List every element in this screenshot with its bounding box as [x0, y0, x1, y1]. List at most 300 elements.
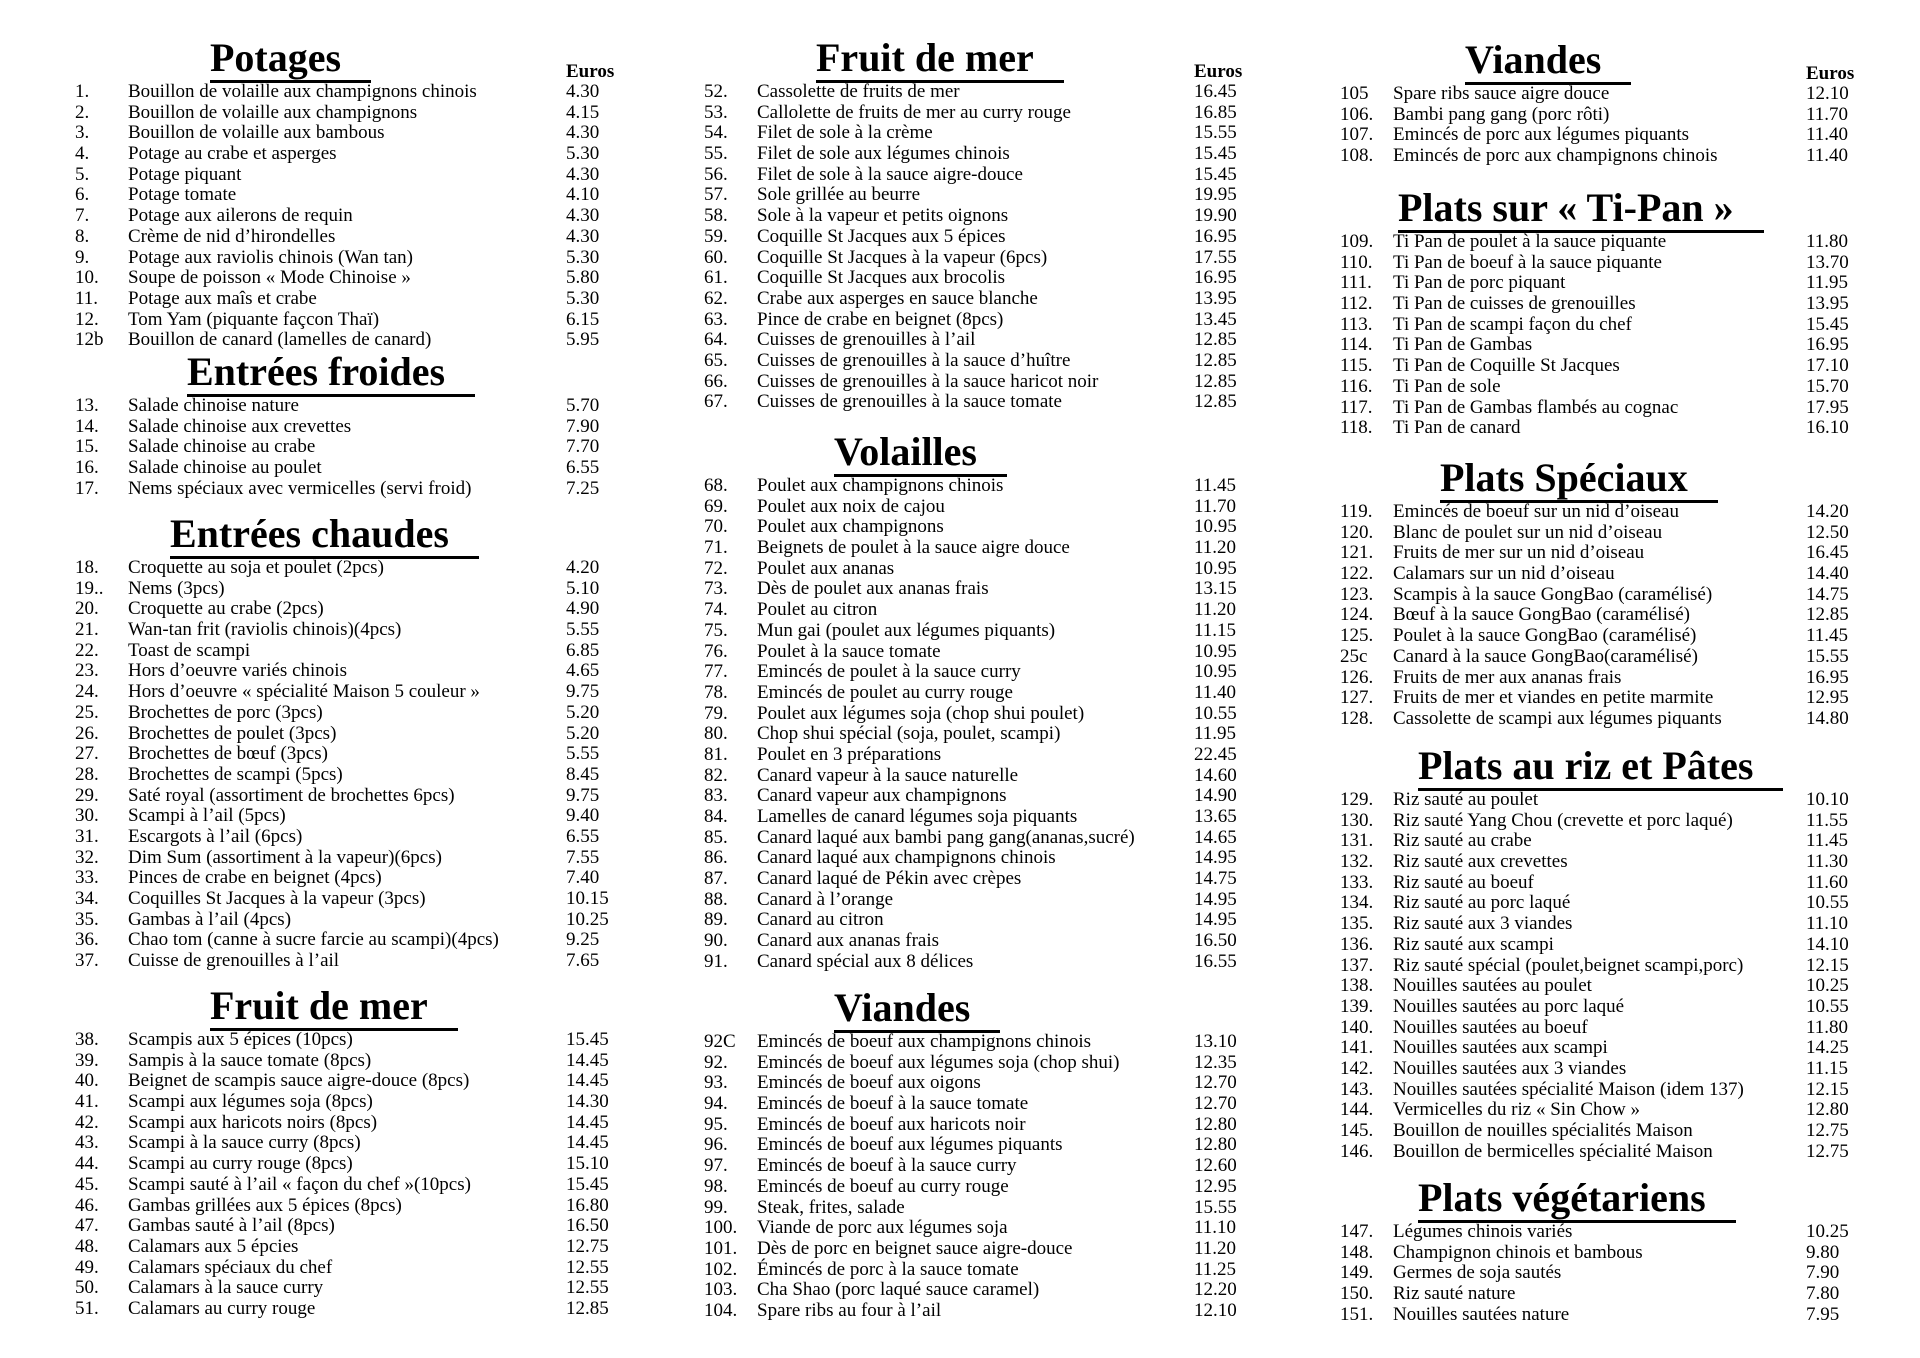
menu-item-price: 15.45 [1194, 143, 1237, 165]
menu-item-price: 11.55 [1806, 809, 1849, 831]
menu-item-number: 107. [1340, 124, 1374, 146]
menu-item-name: Canard laqué de Pékin avec crèpes [757, 868, 1022, 890]
menu-item-price: 17.95 [1806, 396, 1849, 418]
menu-item-name: Ti Pan de porc piquant [1393, 272, 1566, 294]
menu-item-price: 11.95 [1806, 272, 1849, 294]
menu-item-name: Poulet aux champignons chinois [757, 475, 1004, 496]
menu-item-name: Emincés de boeuf au curry rouge [757, 1175, 1009, 1197]
menu-item [704, 952, 1264, 973]
menu-item-number: 27. [75, 743, 99, 765]
menu-item [1340, 502, 1900, 523]
menu-item [75, 1071, 635, 1092]
menu-item-name: Toast de scampi [128, 639, 251, 661]
menu-item-name: Fruits de mer aux ananas frais [1393, 666, 1622, 688]
menu-item-name: Riz sauté au poulet [1393, 789, 1539, 810]
menu-item-name: Callolette de fruits de mer au curry rouge [757, 101, 1071, 123]
menu-item [1340, 1038, 1900, 1059]
menu-item-price: 9.40 [566, 805, 600, 827]
menu-item-number: 98. [704, 1175, 728, 1197]
menu-item-price: 11.20 [1194, 1237, 1237, 1259]
menu-item-name: Fruits de mer et viandes en petite marmite [1393, 687, 1714, 709]
menu-item-number: 58. [704, 205, 728, 227]
menu-item [1340, 377, 1900, 398]
menu-item [1340, 585, 1900, 606]
menu-item [1340, 398, 1900, 419]
menu-item-number: 108. [1340, 145, 1374, 167]
menu-item-price: 14.95 [1194, 909, 1237, 931]
menu-item-name: Sole grillée au beurre [757, 184, 921, 206]
menu-item-number: 119. [1340, 501, 1373, 522]
menu-item-name: Canard au citron [757, 909, 884, 931]
menu-item-name: Nouilles sautées au boeuf [1393, 1016, 1588, 1038]
menu-item-name: Calamars spéciaux du chef [128, 1256, 333, 1278]
menu-item-price: 10.25 [566, 908, 609, 930]
menu-item-name: Nouilles sautées aux scampi [1393, 1037, 1608, 1059]
menu-item-list [75, 1030, 635, 1320]
menu-item-name: Bouillon de canard (lamelles de canard) [128, 329, 432, 351]
menu-item [704, 372, 1264, 393]
menu-item-number: 5. [75, 163, 90, 185]
menu-item-name: Nouilles sautées au porc laqué [1393, 995, 1625, 1017]
menu-item-price: 14.75 [1806, 583, 1849, 605]
menu-item-price: 11.25 [1194, 1258, 1237, 1280]
menu-item-price: 11.45 [1806, 625, 1849, 647]
menu-item-price: 4.20 [566, 557, 600, 578]
menu-item [704, 910, 1264, 931]
menu-item-name: Escargots à l’ail (6pcs) [128, 825, 303, 847]
menu-item-price: 12.80 [1194, 1113, 1237, 1135]
menu-item [1340, 997, 1900, 1018]
menu-item [75, 103, 635, 124]
menu-item [704, 517, 1264, 538]
menu-item-name: Coquille St Jacques aux brocolis [757, 267, 1006, 289]
menu-item [704, 745, 1264, 766]
menu-item-name: Fruits de mer sur un nid d’oiseau [1393, 542, 1645, 564]
menu-item-number: 74. [704, 599, 728, 621]
menu-item-name: Nouilles sautées au poulet [1393, 975, 1592, 997]
menu-item [1340, 1018, 1900, 1039]
menu-item-name: Lamelles de canard légumes soja piquants [757, 806, 1078, 827]
menu-item-price: 13.65 [1194, 806, 1237, 827]
menu-item [75, 661, 635, 682]
menu-item-number: 11. [75, 287, 99, 309]
menu-item [1340, 253, 1900, 274]
menu-item [704, 227, 1264, 248]
menu-item [75, 682, 635, 703]
menu-item [75, 806, 635, 827]
menu-item [704, 1198, 1264, 1219]
menu-item [704, 392, 1264, 413]
menu-item-name: Dim Sum (assortiment à la vapeur)(6pcs) [128, 846, 442, 868]
menu-item-number: 61. [704, 267, 728, 289]
menu-item-number: 94. [704, 1093, 728, 1115]
menu-item [75, 1175, 635, 1196]
menu-item-list [704, 82, 1264, 413]
menu-item-number: 7. [75, 205, 90, 227]
menu-item [75, 930, 635, 951]
menu-item [1340, 84, 1900, 105]
menu-item-price: 11.45 [1806, 830, 1849, 852]
menu-item-number: 91. [704, 950, 728, 972]
menu-item-name: Poulet en 3 préparations [757, 743, 942, 765]
menu-item [704, 1177, 1264, 1198]
menu-item-number: 112. [1340, 293, 1373, 315]
menu-item-name: Cassolette de scampi aux légumes piquants [1393, 707, 1722, 729]
menu-item-name: Salade chinoise aux crevettes [128, 415, 352, 437]
menu-item-number: 146. [1340, 1140, 1374, 1162]
menu-item-name: Cha Shao (porc laqué sauce caramel) [757, 1279, 1040, 1301]
menu-item-number: 145. [1340, 1120, 1374, 1141]
menu-item [75, 268, 635, 289]
menu-item-price: 14.25 [1806, 1037, 1849, 1059]
menu-item-name: Scampi aux légumes soja (8pcs) [128, 1091, 373, 1113]
menu-item [75, 165, 635, 186]
menu-item-price: 5.70 [566, 395, 600, 416]
menu-item-price: 12.15 [1806, 1078, 1849, 1100]
menu-item-number: 83. [704, 785, 728, 807]
menu-item-list [1340, 232, 1900, 439]
menu-item-name: Mun gai (poulet aux légumes piquants) [757, 619, 1056, 641]
menu-item-price: 10.25 [1806, 975, 1849, 997]
menu-item-name: Emincés de porc aux légumes piquants [1393, 124, 1690, 146]
menu-item-name: Riz sauté aux scampi [1393, 933, 1554, 955]
menu-item-price: 16.45 [1194, 81, 1237, 102]
menu-item-number: 31. [75, 825, 99, 847]
menu-item-number: 51. [75, 1297, 99, 1319]
menu-item-number: 115. [1340, 355, 1373, 377]
menu-item-price: 7.95 [1806, 1303, 1840, 1325]
menu-item-price: 4.30 [566, 225, 600, 247]
menu-item-price: 11.80 [1806, 1016, 1849, 1038]
menu-item-price: 6.85 [566, 639, 600, 661]
menu-item-name: Poulet aux noix de cajou [757, 495, 945, 517]
menu-item-number: 14. [75, 415, 99, 437]
menu-item-price: 7.65 [566, 950, 600, 972]
menu-item-price: 11.30 [1806, 851, 1849, 873]
menu-item-name: Canard à la sauce GongBao(caramélisé) [1393, 645, 1698, 667]
menu-item-price: 7.70 [566, 436, 600, 458]
menu-item-price: 9.75 [566, 784, 600, 806]
menu-item-price: 13.95 [1806, 293, 1849, 315]
menu-item [1340, 935, 1900, 956]
menu-item-name: Poulet à la sauce tomate [757, 640, 941, 662]
menu-item [704, 724, 1264, 745]
menu-item-price: 10.55 [1806, 995, 1849, 1017]
menu-item-name: Scampi aux haricots noirs (8pcs) [128, 1111, 378, 1133]
menu-item-name: Spare ribs sauce aigre douce [1393, 83, 1610, 104]
menu-item-name: Calamars aux 5 épcies [128, 1235, 299, 1257]
menu-item [1340, 873, 1900, 894]
menu-item-name: Beignet de scampis sauce aigre-douce (8pcs) [128, 1070, 470, 1092]
menu-item [75, 1113, 635, 1134]
menu-item-number: 93. [704, 1072, 728, 1094]
menu-item-name: Salade chinoise au crabe [128, 436, 316, 458]
menu-item [75, 330, 635, 351]
menu-item-name: Sole à la vapeur et petits oignons [757, 205, 1009, 227]
menu-item-name: Gambas à l’ail (4pcs) [128, 908, 292, 930]
menu-item-number: 12b [75, 329, 104, 351]
menu-item-price: 7.90 [566, 415, 600, 437]
menu-item-number: 102. [704, 1258, 738, 1280]
menu-item-name: Saté royal (assortiment de brochettes 6pcs) [128, 784, 455, 806]
menu-item-number: 86. [704, 847, 728, 869]
menu-item-name: Beignets de poulet à la sauce aigre douce [757, 537, 1070, 559]
menu-item-price: 11.95 [1194, 723, 1237, 745]
menu-item-number: 30. [75, 805, 99, 827]
menu-item-price: 16.50 [1194, 930, 1237, 952]
menu-item-price: 14.75 [1194, 868, 1237, 890]
menu-item [1340, 790, 1900, 811]
menu-item [1340, 1121, 1900, 1142]
menu-item-list [75, 558, 635, 972]
menu-item-price: 10.15 [566, 888, 609, 909]
menu-item [75, 558, 635, 579]
menu-item-name: Canard spécial aux 8 délices [757, 950, 974, 972]
menu-item-number: 121. [1340, 542, 1374, 564]
menu-item-name: Soupe de poisson « Mode Chinoise » [128, 267, 411, 289]
menu-item [704, 890, 1264, 911]
menu-item-name: Ti Pan de sole [1393, 375, 1501, 397]
menu-item-price: 5.95 [566, 329, 600, 351]
menu-item-price: 12.10 [1194, 1299, 1237, 1321]
menu-item-price: 16.55 [1194, 950, 1237, 972]
menu-item-number: 82. [704, 764, 728, 786]
menu-item-price: 15.55 [1194, 122, 1237, 144]
menu-item [704, 185, 1264, 206]
menu-item-price: 5.10 [566, 577, 600, 599]
menu-item [1340, 523, 1900, 544]
menu-item-name: Bœuf à la sauce GongBao (caramélisé) [1393, 604, 1691, 626]
menu-item [75, 144, 635, 165]
menu-item [75, 227, 635, 248]
menu-item-name: Cuisses de grenouilles à la sauce d’huître [757, 349, 1071, 371]
menu-item-name: Ti Pan de canard [1393, 417, 1521, 439]
menu-item [704, 351, 1264, 372]
menu-item [704, 1115, 1264, 1136]
menu-item-number: 2. [75, 101, 90, 123]
menu-item [1340, 976, 1900, 997]
menu-item-name: Scampi au curry rouge (8pcs) [128, 1153, 353, 1175]
menu-item [1340, 1243, 1900, 1264]
menu-item-number: 67. [704, 391, 728, 413]
menu-item-price: 12.80 [1194, 1134, 1237, 1156]
menu-item-number: 92. [704, 1051, 728, 1073]
menu-item-number: 113. [1340, 313, 1373, 335]
menu-item [704, 268, 1264, 289]
menu-item [75, 620, 635, 641]
menu-item-number: 122. [1340, 563, 1374, 585]
menu-item [75, 744, 635, 765]
menu-item-price: 13.15 [1194, 578, 1237, 600]
menu-item-name: Filet de sole aux légumes chinois [757, 143, 1010, 165]
menu-item-price: 10.95 [1194, 640, 1237, 662]
menu-item-number: 62. [704, 287, 728, 309]
menu-item-price: 17.55 [1194, 246, 1237, 268]
section-title: Entrées froides [187, 350, 475, 397]
menu-item [75, 396, 635, 417]
menu-item-name: Calamars à la sauce curry [128, 1277, 324, 1299]
menu-item-number: 136. [1340, 933, 1374, 955]
menu-item-price: 6.15 [566, 308, 600, 330]
menu-item-number: 130. [1340, 809, 1374, 831]
menu-item-number: 124. [1340, 604, 1374, 626]
menu-item-name: Gambas grillées aux 5 épices (8pcs) [128, 1194, 402, 1216]
menu-item [75, 724, 635, 745]
menu-item-name: Croquette au crabe (2pcs) [128, 598, 324, 620]
menu-item [75, 1133, 635, 1154]
menu-item-number: 59. [704, 225, 728, 247]
menu-item-price: 12.75 [1806, 1140, 1849, 1162]
menu-item-price: 15.45 [1806, 313, 1849, 335]
menu-item-name: Brochettes de porc (3pcs) [128, 701, 323, 723]
menu-item-number: 29. [75, 784, 99, 806]
menu-item-name: Cassolette de fruits de mer [757, 81, 960, 102]
menu-item-price: 14.90 [1194, 785, 1237, 807]
menu-item-number: 28. [75, 763, 99, 785]
menu-item-name: Calamars sur un nid d’oiseau [1393, 563, 1615, 585]
menu-item [75, 310, 635, 331]
menu-item [1340, 1080, 1900, 1101]
menu-item [75, 599, 635, 620]
menu-item-number: 103. [704, 1279, 738, 1301]
menu-item [1340, 1059, 1900, 1080]
menu-item-name: Pinces de crabe en beignet (4pcs) [128, 867, 382, 889]
menu-item [1340, 335, 1900, 356]
menu-item-price: 15.70 [1806, 375, 1849, 397]
menu-item-name: Brochettes de scampi (5pcs) [128, 763, 343, 785]
menu-item-number: 8. [75, 225, 90, 247]
section-title: Viandes [1465, 38, 1631, 85]
menu-item [75, 951, 635, 972]
menu-item-name: Viande de porc aux légumes soja [757, 1217, 1008, 1239]
menu-item-price: 15.10 [566, 1153, 609, 1175]
menu-item [704, 931, 1264, 952]
menu-item-number: 22. [75, 639, 99, 661]
menu-item-number: 21. [75, 619, 99, 641]
menu-item-number: 143. [1340, 1078, 1374, 1100]
menu-item [1340, 564, 1900, 585]
menu-item-list [704, 476, 1264, 973]
menu-item-name: Poulet au citron [757, 599, 878, 621]
menu-item [75, 579, 635, 600]
menu-item-number: 68. [704, 475, 728, 496]
menu-item [1340, 543, 1900, 564]
menu-item-number: 95. [704, 1113, 728, 1135]
menu-item [704, 497, 1264, 518]
menu-item-list [704, 1032, 1264, 1322]
menu-item [704, 600, 1264, 621]
menu-item-name: Emincés de porc aux champignons chinois [1393, 145, 1718, 167]
menu-item [75, 185, 635, 206]
menu-item-list [1340, 502, 1900, 730]
menu-item-price: 12.60 [1194, 1155, 1237, 1177]
menu-item-price: 11.40 [1806, 124, 1849, 146]
menu-item [704, 1094, 1264, 1115]
menu-item-number: 127. [1340, 687, 1374, 709]
menu-item-price: 11.10 [1806, 913, 1849, 935]
menu-item-name: Emincés de boeuf aux légumes piquants [757, 1134, 1063, 1156]
menu-item-name: Potage piquant [128, 163, 242, 185]
menu-item [1340, 1222, 1900, 1243]
menu-item [1340, 709, 1900, 730]
menu-item-number: 55. [704, 143, 728, 165]
menu-item-number: 33. [75, 867, 99, 889]
menu-item-price: 10.95 [1194, 516, 1237, 538]
menu-item-name: Filet de sole à la crème [757, 122, 933, 144]
menu-item-number: 129. [1340, 789, 1374, 810]
menu-item-price: 7.80 [1806, 1283, 1840, 1305]
menu-item-price: 13.70 [1806, 251, 1849, 273]
menu-item-price: 15.55 [1194, 1196, 1237, 1218]
menu-item-number: 76. [704, 640, 728, 662]
menu-item [1340, 893, 1900, 914]
section-title: Fruit de mer [210, 984, 458, 1031]
menu-item [75, 889, 635, 910]
menu-item [75, 458, 635, 479]
menu-item-price: 8.45 [566, 763, 600, 785]
menu-item-number: 44. [75, 1153, 99, 1175]
menu-item-number: 128. [1340, 707, 1374, 729]
menu-item-number: 20. [75, 598, 99, 620]
menu-item-price: 4.90 [566, 598, 600, 620]
menu-item-number: 4. [75, 143, 90, 165]
menu-item-price: 14.45 [566, 1111, 609, 1133]
menu-item-name: Coquilles St Jacques à la vapeur (3pcs) [128, 888, 426, 909]
menu-item-number: 41. [75, 1091, 99, 1113]
menu-item-name: Bouillon de volaille aux champignons chinois [128, 81, 477, 102]
menu-item-number: 35. [75, 908, 99, 930]
menu-item-number: 137. [1340, 954, 1374, 976]
menu-item-number: 6. [75, 184, 90, 206]
menu-item-price: 14.40 [1806, 563, 1849, 585]
menu-item-name: Scampis à la sauce GongBao (caramélisé) [1393, 583, 1713, 605]
menu-item-name: Ti Pan de poulet à la sauce piquante [1393, 231, 1667, 252]
menu-item-number: 110. [1340, 251, 1373, 273]
menu-item-price: 10.10 [1806, 789, 1849, 810]
menu-item [704, 1260, 1264, 1281]
menu-item [75, 123, 635, 144]
menu-item-price: 4.65 [566, 660, 600, 682]
menu-item-number: 71. [704, 537, 728, 559]
menu-item [704, 538, 1264, 559]
menu-item [75, 1299, 635, 1320]
menu-item-number: 79. [704, 702, 728, 724]
menu-item-number: 139. [1340, 995, 1374, 1017]
menu-item-list [75, 396, 635, 499]
menu-item-name: Hors d’oeuvre « spécialité Maison 5 couleur » [128, 681, 480, 703]
menu-item-name: Scampi à l’ail (5pcs) [128, 805, 286, 827]
menu-item-number: 148. [1340, 1241, 1374, 1263]
section-title: Plats végétariens [1418, 1176, 1736, 1223]
menu-item-number: 109. [1340, 231, 1374, 252]
menu-item-price: 14.20 [1806, 501, 1849, 522]
menu-item-number: 89. [704, 909, 728, 931]
menu-item-list [1340, 790, 1900, 1162]
menu-item-price: 10.95 [1194, 661, 1237, 683]
menu-item-number: 134. [1340, 892, 1374, 914]
menu-item-name: Cuisse de grenouilles à l’ail [128, 950, 340, 972]
menu-item [704, 330, 1264, 351]
menu-item-name: Vermicelles du riz « Sin Chow » [1393, 1099, 1640, 1121]
menu-item-price: 10.55 [1806, 892, 1849, 914]
menu-item-price: 15.45 [566, 1029, 609, 1050]
menu-item-price: 12.50 [1806, 521, 1849, 543]
menu-item-price: 11.15 [1806, 1057, 1849, 1079]
menu-item-name: Hors d’oeuvre variés chinois [128, 660, 347, 682]
menu-item [1340, 1263, 1900, 1284]
menu-item-price: 10.55 [1194, 702, 1237, 724]
menu-item-number: 54. [704, 122, 728, 144]
